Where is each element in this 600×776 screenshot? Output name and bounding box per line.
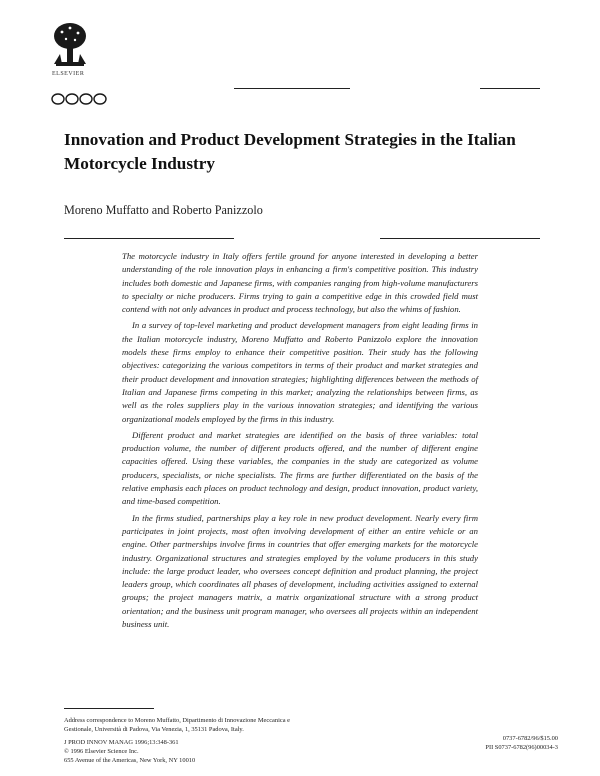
abstract-paragraph: Different product and market strategies are identified on the basis of three variables: total production volume, the number of different products offered, and the number of different engine capacities offered. Using these variables, the companies in the study are categorized as volume producers, specialists, or niche specialists. The firms are further differentiated on the basis of the relative emphasis each places on product technology and design, product innovation, product variety, and time-based competition.	[122, 429, 478, 507]
abstract-paragraph: In the firms studied, partnerships play a key role in new product development. Nearly every firm participates in joint projects, most often involving development of either an entire vehicle or an engine. Other partnerships involve firms in countries that offer emerging markets for the motorcycle industry. Organizational structures and strategies employed by the volume producers in this study include: the large product leader, who oversees concept definition and product planning, the project leaders group, which coordinates all phases of development, including activities assigned to external groups; the project managers matrix, a matrix organizational structure with a strong product orientation; and the business unit program manager, who oversees all projects within an independent business unit.	[122, 512, 478, 630]
footer-left	[64, 716, 314, 765]
author-line: Moreno Muffatto and Roberto Panizzolo	[64, 203, 263, 217]
abstract-rule-left	[64, 238, 234, 239]
publisher-address: 655 Avenue of the Americas, New York, NY 10010	[64, 757, 196, 764]
elsevier-logo	[50, 20, 90, 72]
footer-rule	[64, 708, 154, 709]
header-rule-right	[480, 88, 540, 89]
abstract	[122, 250, 478, 634]
abstract-rule-right	[380, 238, 540, 239]
issn-code: 0737-6782/96/$15.00	[502, 735, 558, 742]
footer-right	[458, 734, 558, 752]
journal-logo-mark	[50, 92, 110, 106]
copyright-notice: © 1996 Elsevier Science Inc.	[64, 748, 139, 755]
pii-code: PII S0737-6782(96)00034-3	[485, 744, 558, 751]
article-title: Innovation and Product Development Strategies in the Italian Motorcycle Industry	[64, 130, 516, 173]
journal-citation: J PROD INNOV MANAG 1996;13:348-361	[64, 739, 179, 746]
abstract-paragraph: The motorcycle industry in Italy offers fertile ground for anyone interested in developing a better understanding of the role innovation plays in enhancing a firm's competitive position. This industry includes both domestic and Japanese firms, with companies ranging from high-volume manufacturers to specialty or niche producers. Firms trying to gain a competitive edge in this crowded field must contend with not only advances in product and process technology, but also the whims of fashion.	[122, 251, 478, 315]
header-rule-left	[234, 88, 350, 89]
abstract-paragraph: In a survey of top-level marketing and product development managers from eight leading firms in the Italian motorcycle industry, Moreno Muffatto and Roberto Panizzolo explore the innovation models these firms employ to enhance their competitive position. Their study has the following objectives: categorizing the various competitors in terms of their product and market strategies and their product development and innovation strategies; highlighting differences between the methods of Italian and Japanese firms competing in this market; analyzing the relationships between firms, as well as the roles suppliers play in the various innovation strategies; and identifying the various organizational models employed by the firms in this industry.	[122, 320, 478, 424]
publisher-name: ELSEVIER	[52, 71, 85, 77]
correspondence-address: Address correspondence to Moreno Muffatto, Dipartimento di Innovazione Meccanica e Gestionale, Università di Padova, Via Venezia, 1, 35131 Padova, Italy.	[64, 717, 290, 733]
